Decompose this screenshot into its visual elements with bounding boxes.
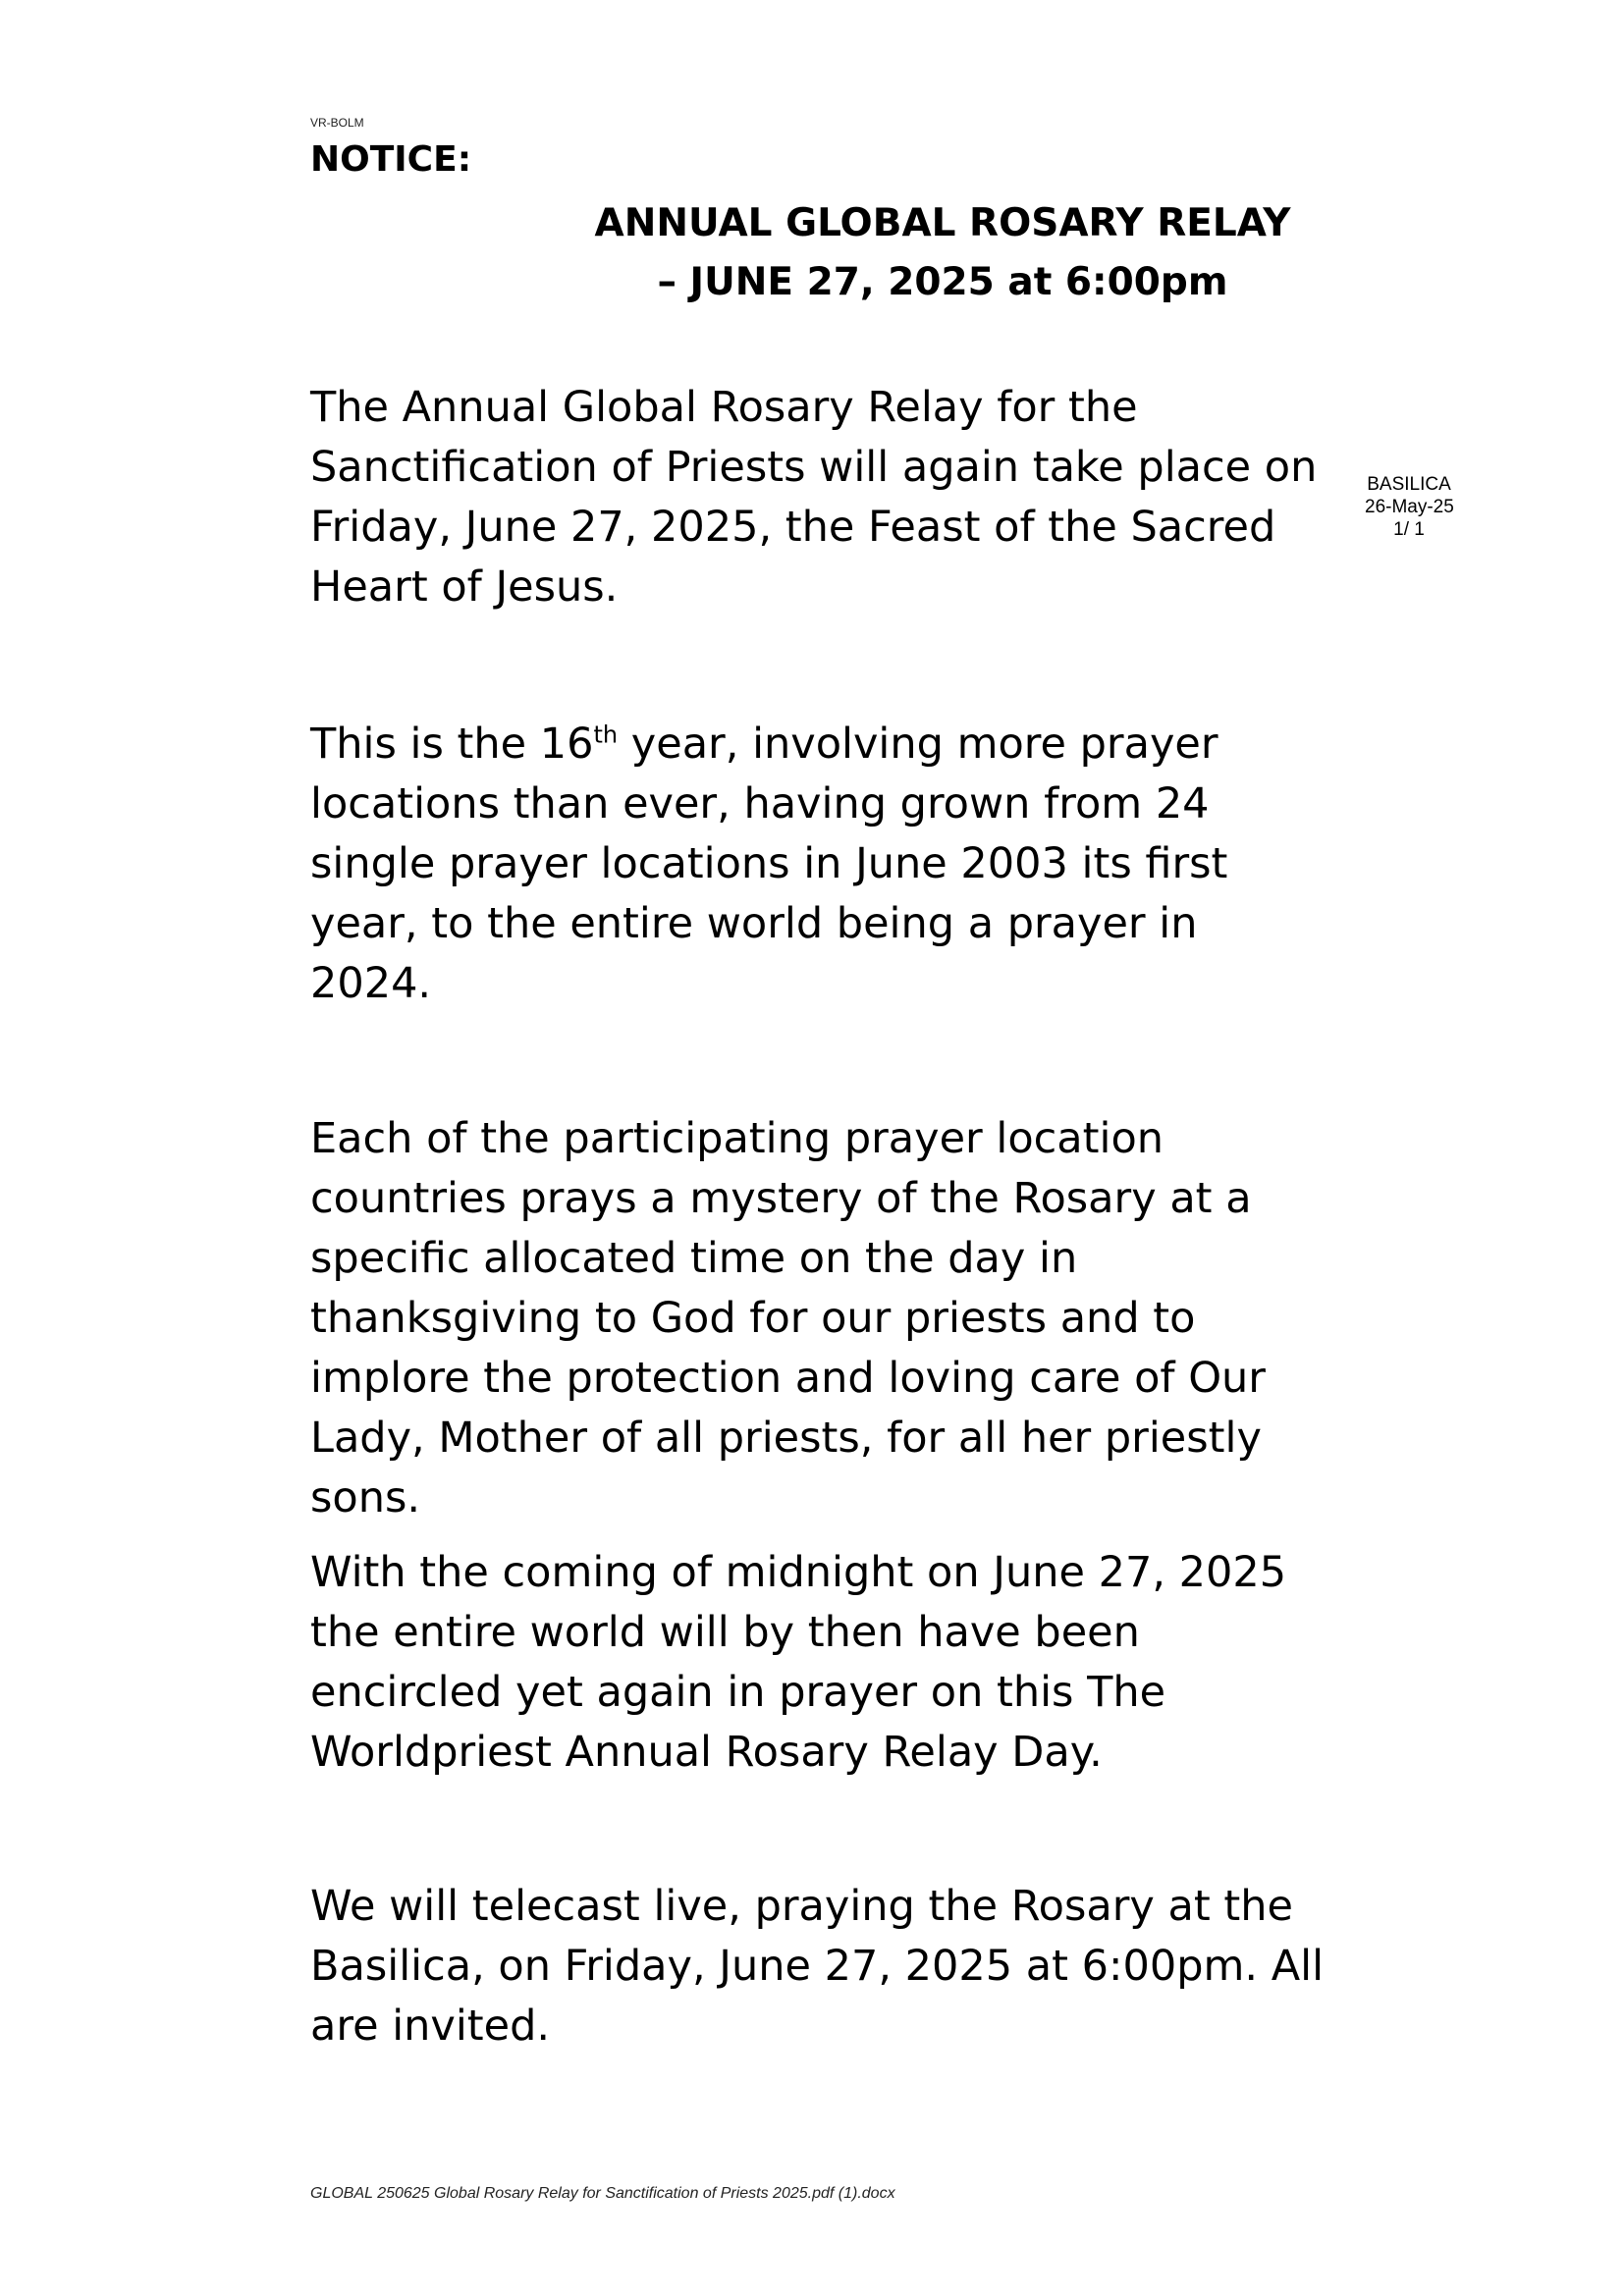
paragraph-announcement: The Annual Global Rosary Relay for the Sanctification of Priests will again take place on Friday, June 27, 2025, the Feast of the Sacred Heart of Jesus. xyxy=(310,383,1318,612)
headline-line-1: ANNUAL GLOBAL ROSARY RELAY xyxy=(594,201,1291,245)
paragraph-history xyxy=(310,715,1331,1014)
headline-line-2: – JUNE 27, 2025 at 6:00pm xyxy=(657,260,1228,304)
stamp-date: 26-May-25 xyxy=(1365,497,1454,517)
ordinal-suffix: th xyxy=(593,721,619,749)
stamp-location: BASILICA xyxy=(1367,474,1451,495)
notice-label: NOTICE: xyxy=(310,139,472,180)
paragraph-participation: Each of the participating prayer location countries prays a mystery of the Rosary at a specific allocated time on the day in thanksgiving to God for our priests and to implore the protection and loving care of Our Lady, Mother of all priests, for all her priestly sons. xyxy=(310,1114,1266,1522)
document-stamp xyxy=(1365,473,1453,541)
paragraph-history-rest: year, involving more prayer locations than ever, having grown from 24 single prayer locations in June 2003 its first year, to the entire world being a prayer in 2024. xyxy=(310,720,1228,1008)
paragraph-midnight: With the coming of midnight on June 27, 2025 the entire world will by then have been encircled yet again in prayer on this The Worldpriest Annual Rosary Relay Day. xyxy=(310,1548,1287,1777)
footer-filename: GLOBAL 250625 Global Rosary Relay for Sanctification of Priests 2025.pdf (1).docx xyxy=(310,2185,895,2202)
headline xyxy=(550,194,1335,312)
paragraph-telecast: We will telecast live, praying the Rosary at the Basilica, on Friday, June 27, 2025 at 6:00pm. All are invited. xyxy=(310,1882,1325,2051)
document-code: VR-BOLM xyxy=(310,116,364,130)
stamp-page: 1/ 1 xyxy=(1393,519,1425,540)
paragraph-history-start: This is the 16 xyxy=(310,720,594,769)
